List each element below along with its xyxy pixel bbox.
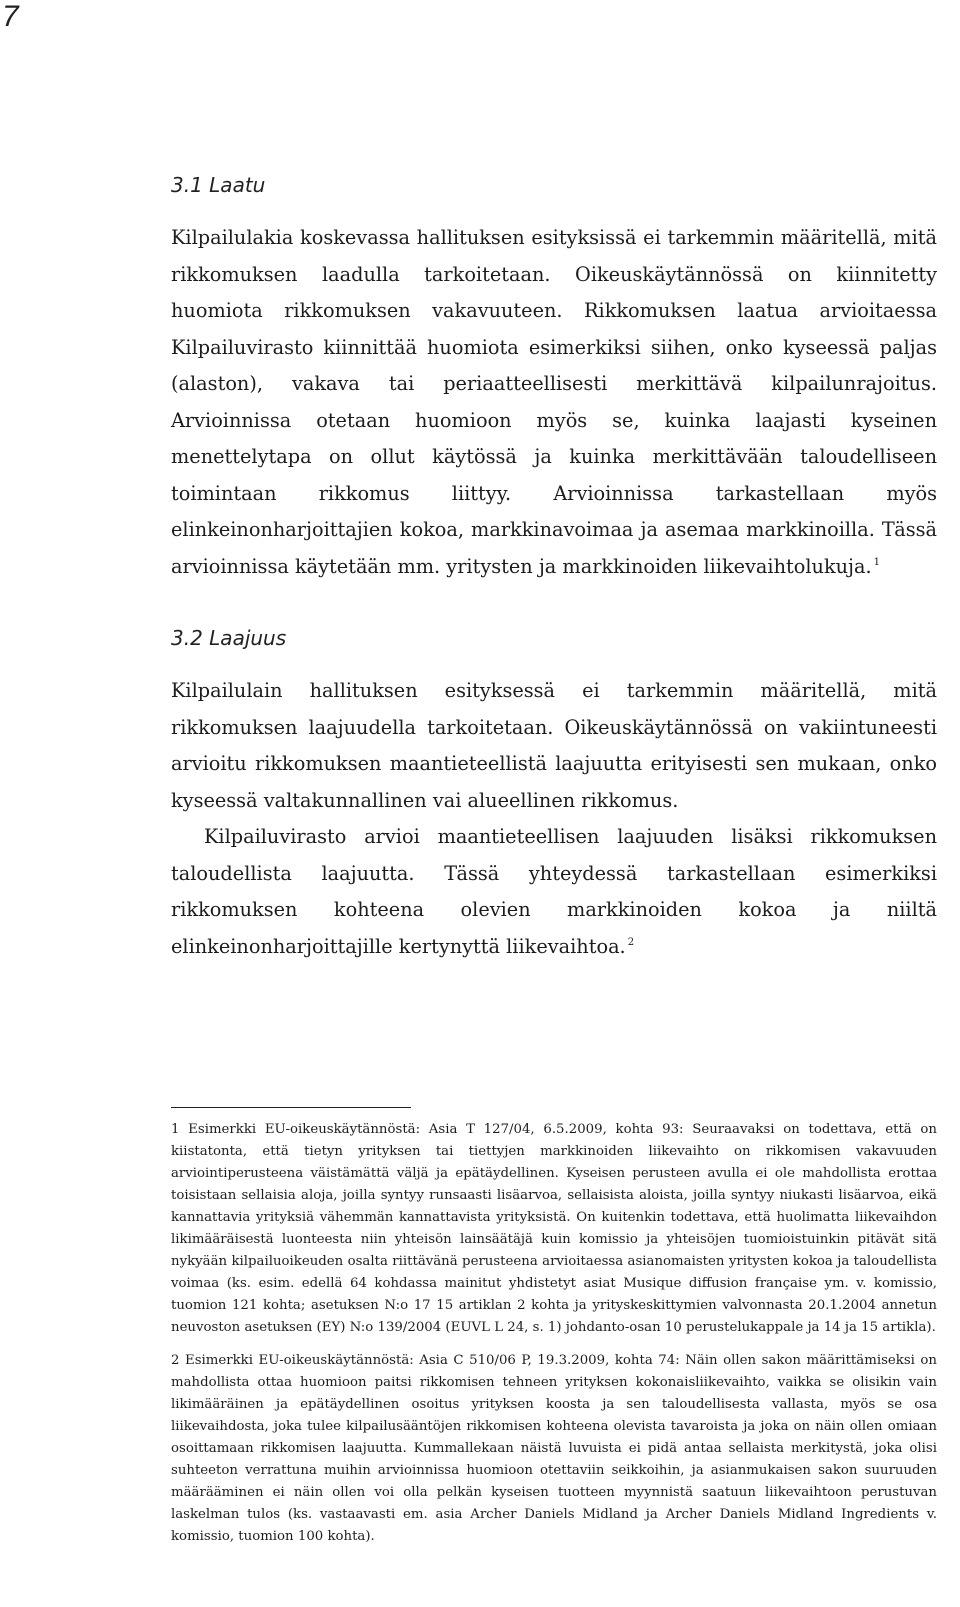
- paragraph-text: Kilpailuvirasto arvioi maantieteellisen laajuuden lisäksi rikkomuksen taloudellista laajuutta. Tässä yhteydessä tarkastellaan esimerkiksi rikkomuksen kohteena olevien markkinoiden kokoa ja niiltä elinkeinonharjoittajille kertynyttä liikevaihtoa.: [171, 825, 937, 958]
- paragraph-laajuus-2: [171, 819, 937, 965]
- page-number: 7: [2, 0, 19, 33]
- footnote-1: 1 Esimerkki EU-oikeuskäytännöstä: Asia T 127/04, 6.5.2009, kohta 93: Seuraavaksi on todettava, että on kiistatonta, että tietyn yrityksen tai tiettyjen markkinoiden liikevaihto on rikkomisen vakavuuden arviointiperusteena väistämättä väljä ja epätäydellinen. Kyseisen perusteen avulla ei ole mahdollista erottaa toisistaan sellaisia aloja, joilla syntyy runsaasti lisäarvoa, sellaisista aloista, joilla syntyy niukasti lisäarvoa, eikä kannattavia yrityksiä vähemmän kannattavista yrityksistä. On kuitenkin todettava, että huolimatta liikevaihdon likimääräisestä luonteesta niin yhteisön lainsäätäjä kuin komissio ja yhteisöjen tuomioistuinkin pitävät sitä nykyään kilpailuoikeuden osalta riittävänä perusteena arvioitaessa asianomaisten yritysten kokoa ja taloudellista voimaa (ks. esim. edellä 64 kohdassa mainitut yhdistetyt asiat Musique diffusion française ym. v. komissio, tuomion 121 kohta; asetuksen N:o 17 15 artiklan 2 kohta ja yrityskeskittymien valvonnasta 20.1.2004 annetun neuvoston asetuksen (EY) N:o 139/2004 (EUVL L 24, s. 1) johdanto-osan 10 perustelukappale ja 14 ja 15 artikla).: [171, 1122, 937, 1335]
- section-heading-laatu: 3.1 Laatu: [171, 173, 266, 197]
- footnotes: [171, 1107, 937, 1559]
- paragraph-text: Kilpailulain hallituksen esityksessä ei tarkemmin määritellä, mitä rikkomuksen laajuudella tarkoitetaan. Oikeuskäytännössä on vakiintuneesti arvioitu rikkomuksen maantieteellistä laajuutta erityisesti sen mukaan, onko kyseessä valtakunnallinen vai alueellinen rikkomus.: [171, 679, 937, 812]
- footnote-2: 2 Esimerkki EU-oikeuskäytännöstä: Asia C 510/06 P, 19.3.2009, kohta 74: Näin ollen sakon määrittämiseksi on mahdollista ottaa huomioon paitsi rikkomisen tehneen yrityksen kokonaisliikevaihto, vaikka se olisikin vain likimääräinen ja epätäydellinen osoitus yrityksen koosta ja sen taloudellisesta vallasta, myös se osa liikevaihdosta, joka tulee kilpailusääntöjen rikkomisen kohteena olevista tavaroista ja joka on näin ollen omiaan osoittamaan rikkomisen laajuutta. Kummallekaan näistä luvuista ei pidä antaa sellaista merkitystä, joka olisi suhteeton verrattuna muihin arvioinnissa huomioon otettaviin seikkoihin, ja asianmukaisen sakon suuruuden määrääminen ei näin ollen voi olla pelkän kyseisen tuotteen myynnistä saatuun liikevaihtoon perustuvan laskelman tulos (ks. vastaavasti em. asia Archer Daniels Midland ja Archer Daniels Midland Ingredients v. komissio, tuomion 100 kohta).: [171, 1353, 937, 1544]
- footnote-divider: [171, 1107, 411, 1108]
- main-content: [171, 170, 937, 1003]
- footnote-reference-1[interactable]: 1: [873, 557, 881, 569]
- section-laajuus: [171, 623, 937, 965]
- paragraph-text: Kilpailulakia koskevassa hallituksen esityksissä ei tarkemmin määritellä, mitä rikkomuksen laadulla tarkoitetaan. Oikeuskäytännössä on kiinnitetty huomiota rikkomuksen vakavuuteen. Rikkomuksen laatua arvioitaessa Kilpailuvirasto kiinnittää huomiota esimerkiksi siihen, onko kyseessä paljas (alaston), vakava tai periaatteellisesti merkittävä kilpailunrajoitus. Arvioinnissa otetaan huomioon myös se, kuinka laajasti kyseinen menettelytapa on ollut käytössä ja kuinka merkittävään taloudelliseen toimintaan rikkomus liittyy. Arvioinnissa tarkastellaan myös elinkeinonharjoittajien kokoa, markkinavoimaa ja asemaa markkinoilla. Tässä arvioinnissa käytetään mm. yritysten ja markkinoiden liikevaihtolukuja.: [171, 226, 937, 578]
- paragraph-laajuus-1: [171, 673, 937, 819]
- section-heading-laajuus: 3.2 Laajuus: [171, 626, 287, 650]
- paragraph-laatu-1: [171, 220, 937, 585]
- footnote-reference-2[interactable]: 2: [627, 937, 635, 949]
- section-laatu: [171, 170, 937, 585]
